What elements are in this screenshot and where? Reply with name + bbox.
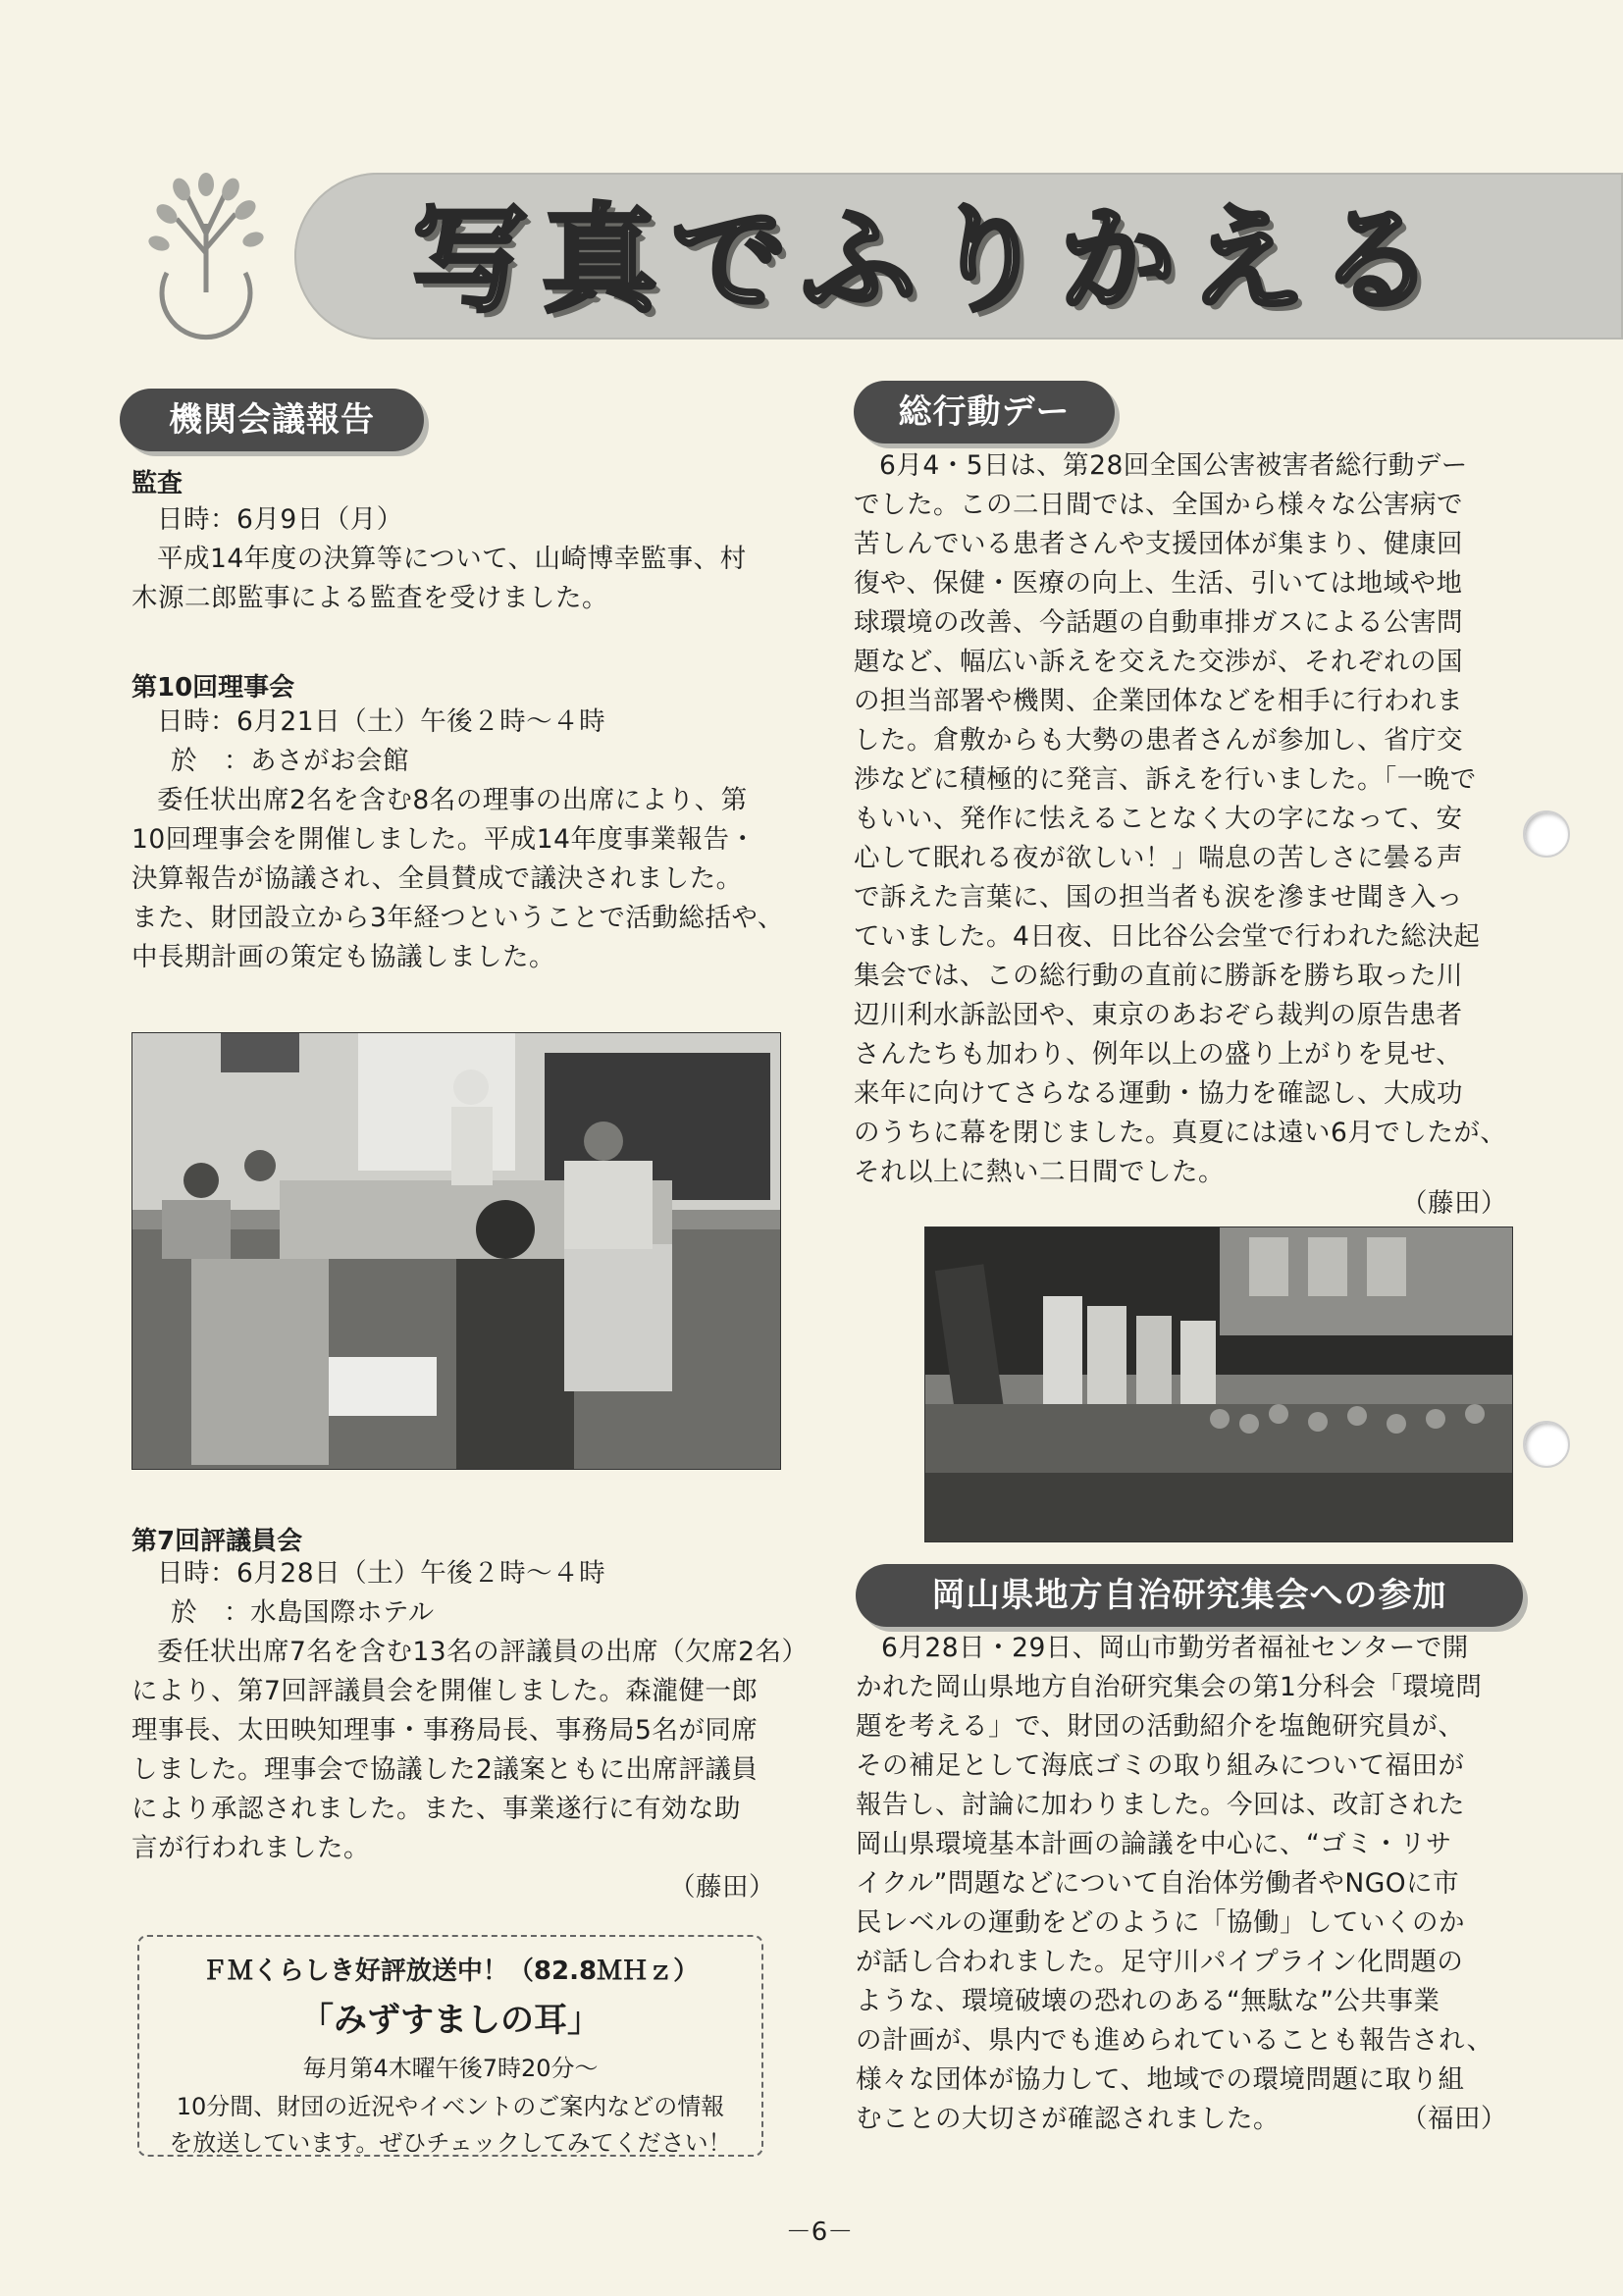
hyogiinkai-place: 於 ：水島国際ホテル: [171, 1597, 435, 1628]
sokodo-line: 集会では、この総行動の直前に勝訴を勝ち取った川: [854, 961, 1463, 991]
sokodo-line: 来年に向けてさらなる運動・協力を確認し、大成功: [854, 1078, 1463, 1109]
fm-desc1: 10分間、財団の近況やイベントのご案内などの情報: [176, 2093, 725, 2120]
hyogiinkai-line: 理事長、太田映知理事・事務局長、事務局5名が同席: [131, 1715, 759, 1746]
hyogiinkai-line: しました。理事会で協議した2議案ともに出席評議員: [131, 1754, 759, 1785]
sokodo-line: で訴えた言葉に、国の担当者も涙を滲ませ聞き入っ: [854, 882, 1463, 913]
fm-schedule: 毎月第4木曜午後7時20分～: [302, 2055, 599, 2082]
demonstration-photo: [924, 1226, 1513, 1542]
fm-desc2: を放送しています。ぜひチェックしてみてください！: [169, 2129, 732, 2157]
okayama-line: が話し合われました。足守川パイプライン化問題の: [856, 1947, 1464, 1977]
okayama-line: 岡山県環境基本計画の論議を中心に、“ゴミ・リサ: [856, 1829, 1452, 1859]
meeting-photo: [131, 1032, 781, 1470]
okayama-line: イクル”問題などについて自治体労働者やNGOに市: [856, 1868, 1460, 1899]
subhead-kansa: 監査: [131, 469, 183, 498]
rijikai-line: 10回理事会を開催しました。平成14年度事業報告・: [131, 824, 757, 855]
sprout-logo-icon: [137, 165, 275, 341]
page-number: －6－: [785, 2218, 854, 2247]
rijikai-line: 決算報告が協議され、全員賛成で議決されました。: [131, 863, 743, 894]
sokodo-line: 渉などに積極的に発言、訴えを行いました。「一晩で: [854, 764, 1477, 795]
sokodo-line: 6月4・5日は、第28回全国公害被害者総行動デー: [879, 450, 1468, 481]
sokodo-line: 題など、幅広い訴えを交えた交渉が、それぞれの国: [854, 647, 1463, 677]
hyogiinkai-block: [131, 1554, 809, 1868]
hyogiinkai-line: 言が行われました。: [131, 1833, 370, 1863]
okayama-line: その補足として海底ゴミの取り組みについて福田が: [856, 1750, 1465, 1781]
hyogiinkai-line: により、第7回評議員会を開催しました。森瀧健一郎: [131, 1676, 759, 1706]
sokodo-line: のうちに幕を閉じました。真夏には遠い6月でしたが、: [854, 1118, 1507, 1148]
hyogiinkai-author: （藤田）: [669, 1872, 775, 1903]
sokodo-line: さんたちも加わり、例年以上の盛り上がりを見せ、: [854, 1039, 1463, 1070]
okayama-line: 報告し、討論に加わりました。今回は、改訂された: [856, 1790, 1465, 1820]
rijikai-place: 於 ：あさがお会館: [171, 746, 409, 776]
fm-line1: ＦＭくらしき好評放送中！（82.8ＭＨｚ）: [201, 1957, 700, 1986]
binder-hole-icon: [1523, 810, 1570, 858]
section-header-okayama: 岡山県地方自治研究集会への参加: [856, 1564, 1523, 1627]
okayama-line: 題を考える」で、財団の活動紹介を塩飽研究員が、: [856, 1711, 1465, 1742]
okayama-line: ような、環境破壊の恐れのある“無駄な”公共事業: [856, 1986, 1440, 2016]
kansa-block: [131, 500, 779, 618]
rijikai-line: 委任状出席2名を含む8名の理事の出席により、第: [157, 785, 748, 815]
sokodo-line: ていました。4日夜、日比谷公会堂で行われた総決起: [854, 921, 1481, 952]
okayama-line: 6月28日・29日、岡山市勤労者福祉センターで開: [881, 1633, 1469, 1663]
kansa-date: 日時：6月9日（月）: [157, 504, 403, 535]
okayama-line: むことの大切さが確認されました。: [856, 2104, 1280, 2134]
sokodo-line: した。倉敷からも大勢の患者さんが参加し、省庁交: [854, 725, 1463, 756]
sokodo-author: （藤田）: [1401, 1188, 1507, 1219]
sokodo-line: 苦しんでいる患者さんや支援団体が集まり、健康回: [854, 529, 1463, 559]
rijikai-date: 日時：6月21日（土）午後２時～４時: [157, 706, 606, 737]
sokodo-line: 復や、保健・医療の向上、生活、引いては地域や地: [854, 568, 1463, 599]
sokodo-block: [854, 446, 1517, 1192]
okayama-line: かれた岡山県地方自治研究集会の第1分科会「環境問: [856, 1672, 1483, 1702]
page-title: 写真でふりかえる: [412, 192, 1449, 328]
sokodo-line: 心して眠れる夜が欲しい！」喘息の苦しさに曇る声: [854, 843, 1463, 873]
okayama-block: [856, 1629, 1519, 2139]
okayama-line: 様々な団体が協力して、地域での環境問題に取り組: [856, 2064, 1465, 2095]
sokodo-line: 辺川利水訴訟団や、東京のあおぞら裁判の原告患者: [854, 1000, 1463, 1030]
subhead-rijikai: 第10回理事会: [131, 673, 295, 703]
sokodo-line: 球環境の改善、今話題の自動車排ガスによる公害問: [854, 607, 1463, 638]
section-header-sokodo: 総行動デー: [854, 381, 1115, 444]
hyogiinkai-line: により承認されました。また、事業遂行に有効な助: [131, 1794, 741, 1824]
hyogiinkai-date: 日時：6月28日（土）午後２時～４時: [157, 1558, 606, 1589]
sokodo-line: それ以上に熱い二日間でした。: [854, 1157, 1225, 1187]
okayama-line: の計画が、県内でも進められていることも報告され、: [856, 2025, 1493, 2056]
rijikai-line: また、財団設立から3年経つということで活動総括や、: [131, 903, 784, 933]
fm-radio-box: [137, 1935, 763, 2157]
hyogiinkai-line: 委任状出席7名を含む13名の評議員の出席（欠席2名）: [157, 1637, 809, 1667]
rijikai-block: [131, 703, 784, 977]
sokodo-line: もいい、発作に怯えることなく大の字になって、安: [854, 804, 1463, 834]
kansa-line: 平成14年度の決算等について、山崎博幸監事、村: [157, 544, 747, 574]
sokodo-line: の担当部署や機関、企業団体などを相手に行われま: [854, 686, 1463, 716]
okayama-line: 民レベルの運動をどのように「協働」していくのか: [856, 1907, 1465, 1938]
sokodo-line: でした。この二日間では、全国から様々な公害病で: [854, 490, 1463, 520]
fm-program-title: 「みずすましの耳」: [300, 2001, 601, 2040]
rijikai-line: 中長期計画の策定も協議しました。: [131, 942, 555, 972]
okayama-author: （福田）: [1401, 2104, 1507, 2134]
kansa-line: 木源二郎監事による監査を受けました。: [131, 583, 608, 613]
section-header-kikan: 機関会議報告: [120, 389, 424, 451]
subhead-hyogiinkai: 第7回評議員会: [131, 1527, 303, 1556]
binder-hole-icon: [1523, 1421, 1570, 1468]
